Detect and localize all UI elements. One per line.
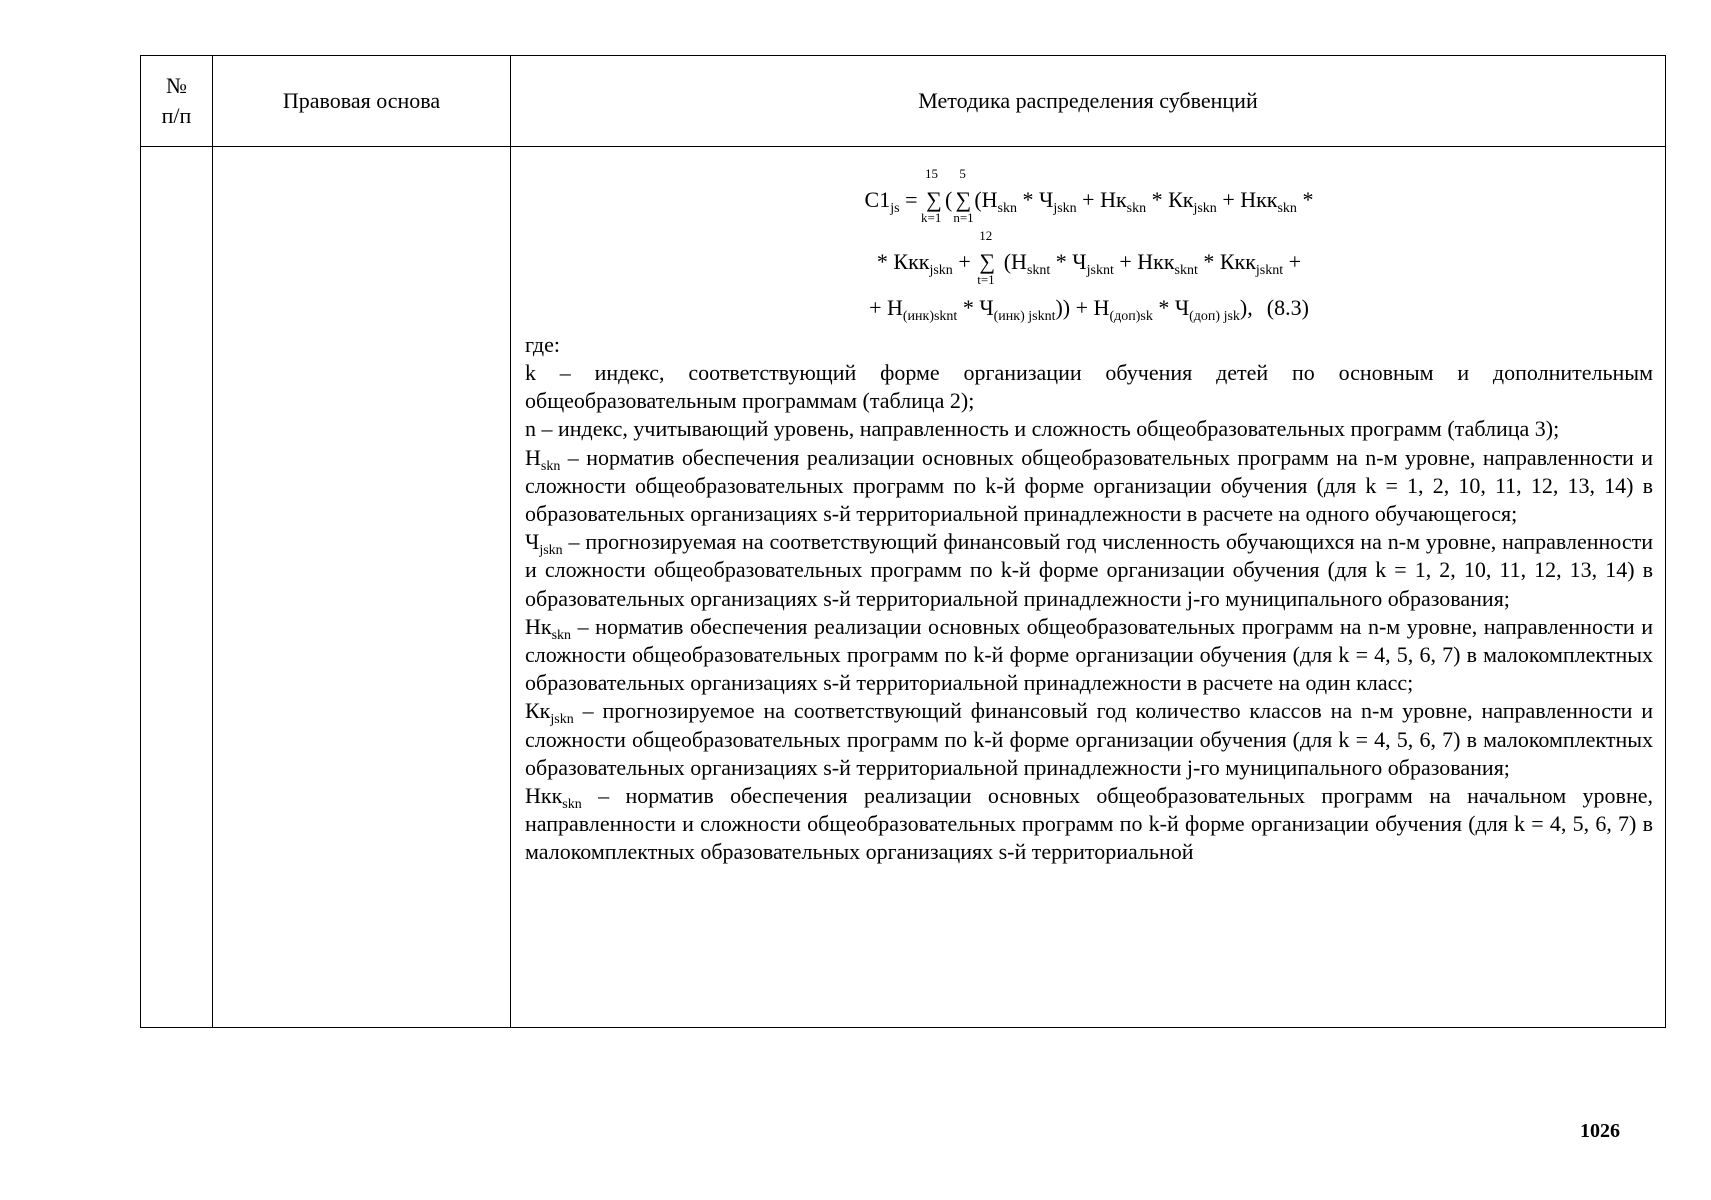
formula-sub: skn xyxy=(1126,201,1147,216)
formula-sub: skn xyxy=(997,201,1017,216)
distribution-table xyxy=(140,55,1666,1028)
formula-term: * xyxy=(1296,187,1314,212)
definition-symbol: Кк xyxy=(525,698,551,724)
formula-sub: sknt xyxy=(1174,263,1198,278)
table-header-row xyxy=(141,56,1666,147)
formula-sub: jskn xyxy=(929,263,953,278)
sum-t-lower: t=1 xyxy=(977,272,995,287)
formula-term: * Ч xyxy=(1050,249,1087,274)
formula-sub: jsknt xyxy=(1255,263,1284,278)
definition-symbol: Ч xyxy=(525,529,540,555)
formula-term: )) + H xyxy=(1055,295,1110,320)
equation-number: (8.3) xyxy=(1266,295,1309,320)
formula-sub: jskn xyxy=(1193,201,1217,216)
definition-symbol-sub: jskn xyxy=(539,543,563,559)
formula-term: (H xyxy=(1003,249,1027,274)
formula-line-3 xyxy=(525,281,1653,327)
formula-term: + Нкк xyxy=(1113,249,1175,274)
definition-text: – индекс, соответствующий форме организации обучения детей по основным и дополнительным общеобразовательным программам (таблица 2); xyxy=(525,360,1653,414)
cell-method xyxy=(511,147,1666,1028)
sigma-symbol: ∑ xyxy=(955,187,972,212)
header-number xyxy=(141,56,213,147)
definition-item xyxy=(525,415,1653,443)
definition-symbol-sub: jskn xyxy=(550,712,574,728)
sum-n xyxy=(952,166,974,225)
definition-text: – индекс, учитывающий уровень, направленность и сложность общеобразовательных программ (таблица 3); xyxy=(536,416,1560,442)
formula-term: + Нк xyxy=(1076,187,1127,212)
definition-symbol: Нк xyxy=(525,613,552,639)
formula-term: * Ккк xyxy=(876,249,930,274)
definition-symbol: Нкк xyxy=(525,783,563,809)
definition-symbol-sub: skn xyxy=(562,797,582,813)
definition-text: – прогнозируемая на соответствующий финансовый год численность обучающихся на n-м уровне, направленности и сложности общеобразовательных программ по k-й форме организации обучения (для k = 1, 2, 10, 11, 12, 13, 14) в образовательных организациях s-й территориальной принадлежности j-го муниципального образования; xyxy=(525,529,1653,611)
formula-term: (H xyxy=(974,187,998,212)
sum-k-upper: 15 xyxy=(925,166,938,181)
formula-term: * Кк xyxy=(1146,187,1194,212)
formula-sub: skn xyxy=(1277,201,1297,216)
definition-text: – норматив обеспечения реализации основных общеобразовательных программ на n-м уровне, направленности и сложности общеобразовательных программ по k-й форме организации обучения (для k = 1, 2, 10, 11, 12, 13, 14) в образовательных организациях s-й территориальной принадлежности в расчете на одного обучающегося; xyxy=(525,444,1653,527)
formula-term: * Ч xyxy=(1017,187,1054,212)
table-row xyxy=(141,147,1666,1028)
formula-term: + xyxy=(1283,249,1302,274)
sum-n-lower: n=1 xyxy=(953,210,974,225)
definition-text: – прогнозируемое на соответствующий финансовый год количество классов на n-м уровне, направленности и сложности общеобразовательных программ по k-й форме организации обучения (для k = 4, 5, 6, 7) в малокомплектных образовательных организациях s-й территориальной принадлежности j-го муниципального образования; xyxy=(525,698,1653,780)
formula-term: * Ч xyxy=(1152,295,1190,320)
sum-t xyxy=(976,228,998,287)
formula-sub: jskn xyxy=(1053,201,1077,216)
formula-sub: (инк) jsknt xyxy=(993,309,1056,324)
formula-line-1: $C1_{js}$ = 15 ∑ k=1 ( 5 ∑ n=1 ($H_{skn} * Ч_{jskn} + Нк_{skn} * Кк_{jskn} + Нкк_{skn}$ * xyxy=(864,166,1314,225)
definition-symbol: k xyxy=(525,360,536,385)
definition-item xyxy=(525,782,1653,867)
header-method: Методика распределения субвенций xyxy=(511,56,1666,147)
where-label: где: xyxy=(525,332,560,357)
sum-k-lower: k=1 xyxy=(921,210,942,225)
formula-term: ), xyxy=(1239,295,1253,320)
header-number-symbol: № xyxy=(166,73,187,98)
definition-symbol-sub: skn xyxy=(551,627,572,643)
sum-k xyxy=(921,166,945,225)
formula-term: + H xyxy=(869,295,903,320)
formula-term: * Ч xyxy=(957,295,994,320)
formula-sub: jsknt xyxy=(1086,263,1114,278)
formula-term: + Нкк xyxy=(1216,187,1278,212)
formula-sub: (инк)sknt xyxy=(902,309,958,324)
formula-term: * Ккк xyxy=(1197,249,1256,274)
definition-text: – норматив обеспечения реализации основных общеобразовательных программ на начальном уровне, направленности и сложности общеобразовательных программ по k-й форме организации обучения (для k = 4, 5, 6, 7) в малокомплектных образовательных организациях s-й территориальной xyxy=(525,783,1653,865)
page-number: 1026 xyxy=(1580,1120,1620,1142)
definition-item xyxy=(525,444,1653,529)
cell-number xyxy=(141,147,213,1028)
sigma-symbol: ∑ xyxy=(979,249,996,274)
formula-lhs: C1 xyxy=(864,187,891,212)
definition-symbol-sub: skn xyxy=(540,458,561,474)
definition-symbol: n xyxy=(525,416,536,442)
definition-symbol: H xyxy=(525,444,541,470)
definition-item xyxy=(525,613,1653,698)
header-number-sub: п/п xyxy=(161,103,192,128)
formula-8-3 xyxy=(525,157,1653,327)
definition-item xyxy=(525,528,1653,613)
definition-item xyxy=(525,697,1653,782)
formula-sub: (доп) jsk xyxy=(1189,309,1240,324)
formula-lhs-sub: js xyxy=(890,201,900,216)
formula-sub: (доп)sk xyxy=(1109,309,1153,324)
formula-line-2 xyxy=(525,219,1653,287)
header-legal-basis: Правовая основа xyxy=(213,56,511,147)
definition-item xyxy=(525,359,1653,415)
formula-sub: sknt xyxy=(1026,263,1051,278)
cell-legal-basis xyxy=(213,147,511,1028)
definition-text: – норматив обеспечения реализации основных общеобразовательных программ на n-м уровне, направленности и сложности общеобразовательных программ по k-й форме организации обучения (для k = 4, 5, 6, 7) в малокомплектных образовательных организациях s-й территориальной принадлежности в расчете на один класс; xyxy=(525,613,1653,696)
sum-n-upper: 5 xyxy=(959,166,966,181)
definitions-list xyxy=(525,359,1653,867)
sigma-symbol: ∑ xyxy=(926,187,942,212)
sum-t-upper: 12 xyxy=(979,228,993,243)
formula-term: + xyxy=(952,249,977,274)
